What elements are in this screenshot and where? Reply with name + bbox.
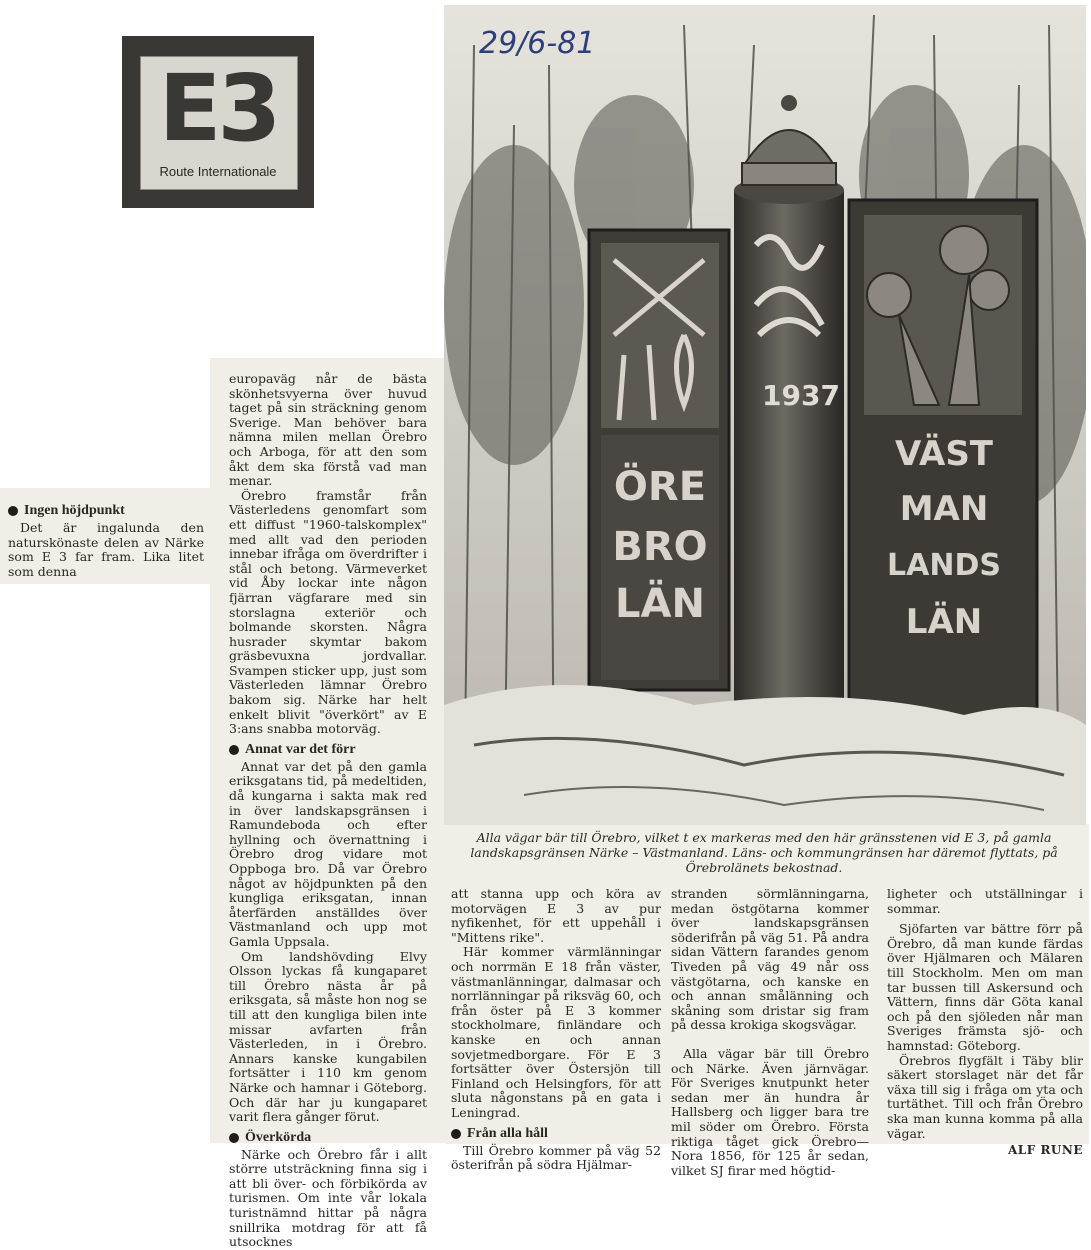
bullet-icon (229, 745, 239, 755)
col2-paragraph-3: Till Örebro kommer på väg 52 österifrån på södra Hjälmar- (451, 1142, 661, 1173)
col1-paragraph-2: Örebro framstår från Västerledens genomfart som ett diffust "1960-talskomplex" med allt vad den perioden innebar ifråga om överdrifter i stål och betong. Värmeverket vid Åby lockar inte någon fjärran vägfarare med sin storslagna exteriör och bolmande skorsten. Några husrader skymtar bakom gräsbevuxna jordvallar. Svampen sticker upp, just som Västerleden lämnar Örebro bakom sig. Närke har helt enkelt blivit "överkört" av E 3:ans snabba motorväg. (229, 487, 427, 737)
left-clipping-paragraph: Det är ingalunda den naturskönaste delen av Närke som E 3 far fram. Lika litet som denna (8, 520, 204, 579)
heading-annat-var-det-forr: Annat var det förr (229, 741, 427, 759)
article-column-1 (229, 372, 427, 1250)
sign-left-line-1: ÖRE (613, 464, 707, 510)
heading-ingen-hojdpunkt: Ingen höjdpunkt (8, 502, 204, 520)
e3-logo-plate (140, 56, 298, 190)
photo-border-stone (444, 5, 1086, 825)
sign-right-line-2: MAN (899, 489, 989, 529)
col2-paragraph-1: att stanna upp och köra av motorvägen E 3 av pur nyfikenhet, för ett uppehåll i "Mittens rike". (451, 886, 661, 945)
col1-paragraph-5: Närke och Örebro får i allt större utsträckning finna sig i att bli över- och förbikörda av turismen. Om inte vår lokala turistnämnd hittar på några snillrika motdrag för att få utsocknes (229, 1146, 427, 1250)
bullet-icon (229, 1133, 239, 1143)
article-column-4 (887, 887, 1083, 1158)
e3-logo (122, 36, 314, 208)
col1-paragraph-4: Om landshövding Elvy Olsson lyckas få kungaparet till Örebro nästa år på eriksgata, så måste hon nog se till att den kungliga bilen inte missar avfarten från Västerleden, in i Örebro. Annars kanske kungabilen fortsätter i 110 km genom Närke och hamnar i Göteborg. Och där har ju kungaparet varit flera gånger förut. (229, 948, 427, 1125)
col3-paragraph-2: Alla vägar bär till Örebro och Närke. Även järnvägar. För Sveriges knutpunkt heter sedan mer än hundra år Hallsberg och ligger bara tre mil söder om Örebro. Första riktiga tåget gick Örebro—Nora 1856, för 125 år sedan, vilket SJ firar med högtid- (671, 1045, 869, 1178)
bullet-icon (451, 1129, 461, 1139)
col1-paragraph-1: europaväg når de bästa skönhetsvyerna över huvud taget på sin sträckning genom Sverige. Man behöver bara nämna milen mellan Örebro och Arboga, för att den som åkt dem ska förstå vad man menar. (229, 371, 427, 489)
e3-logo-mark: E3 (158, 55, 278, 162)
col2-paragraph-2: Här kommer värmlänningar och norrmän E 18 från väster, västmanlänningar, dalmasar och norrlänningar på riksväg 60, och från öster på E 3 kommer stockholmare, finländare och kanske en och annan sovjetmedborgare. För E 3 fortsätter över Östersjön till Finland och Helsingfors, för att sluta någonstans på en gata i Leningrad. (451, 944, 661, 1120)
col4-paragraph-1: ligheter och utställningar i sommar. (887, 886, 1083, 916)
col4-paragraph-3: Örebros flygfält i Täby blir säkert storslaget när det får växa till sig i fråga om yta och turtäthet. Till och från Örebro ska man kunna komma på alla vägar. (887, 1052, 1083, 1141)
col1-paragraph-3: Annat var det på den gamla eriksgatans tid, på medeltiden, då kungarna i sakta mak red in över landskapsgränsen i Ramundeboda och efter hyllning och övernattning i Örebro drog vidare mot Oppboga bro. Då var Örebro något av höjdpunkten på den kungliga eriksgatan, innan återfärden anställdes över Västmanland och upp mot Gamla Uppsala. (229, 758, 427, 949)
article-column-3 (671, 887, 869, 1178)
col3-paragraph-1: stranden sörmlänningarna, medan östgötarna kommer över landskapsgränsen söderifrån på väg 51. På andra sidan Vättern farandes genom Tiveden på väg 49 når oss västgötarna, och kanske en och annan smålänning och skåning som dristar sig fram på dessa krokiga skogsvägar. (671, 886, 869, 1033)
photo-caption: Alla vägar bär till Örebro, vilket t ex markeras med den här gränsstenen vid E 3, på gamla landskapsgränsen Närke – Västmanland. Läns- och kommungränsen har däremot flyttats, på Örebrolänets bekostnad. (470, 830, 1058, 875)
heading-overkorda: Överkörda (229, 1129, 427, 1147)
left-clipping-text (8, 498, 204, 579)
sign-right-line-1: VÄST (895, 434, 993, 474)
handwritten-date: 29/6-81 (479, 26, 596, 61)
sign-left-line-3: LÄN (615, 581, 705, 627)
bullet-icon (8, 506, 18, 516)
sign-left-line-2: BRO (612, 524, 708, 570)
sign-right-line-4: LÄN (905, 602, 983, 642)
e3-logo-subtitle: Route Internationale (159, 164, 277, 179)
photo-illustration (444, 5, 1086, 825)
monument-year: 1937 (762, 379, 840, 412)
author-signature: ALF RUNE (1008, 1143, 1083, 1158)
col4-paragraph-2: Sjöfarten var bättre förr på Örebro, då man kunde färdas över Hjälmaren och Mälaren till Stockholm. Men om man tar bussen till Askersund och Vättern, finns där Göta kanal och på den sjöleden når man Sveriges främsta sjö- och hamnstad: Göteborg. (887, 921, 1083, 1053)
heading-fran-alla-hall: Från alla håll (451, 1125, 661, 1143)
article-column-2 (451, 887, 661, 1173)
sign-right-line-3: LANDS (887, 548, 1001, 583)
